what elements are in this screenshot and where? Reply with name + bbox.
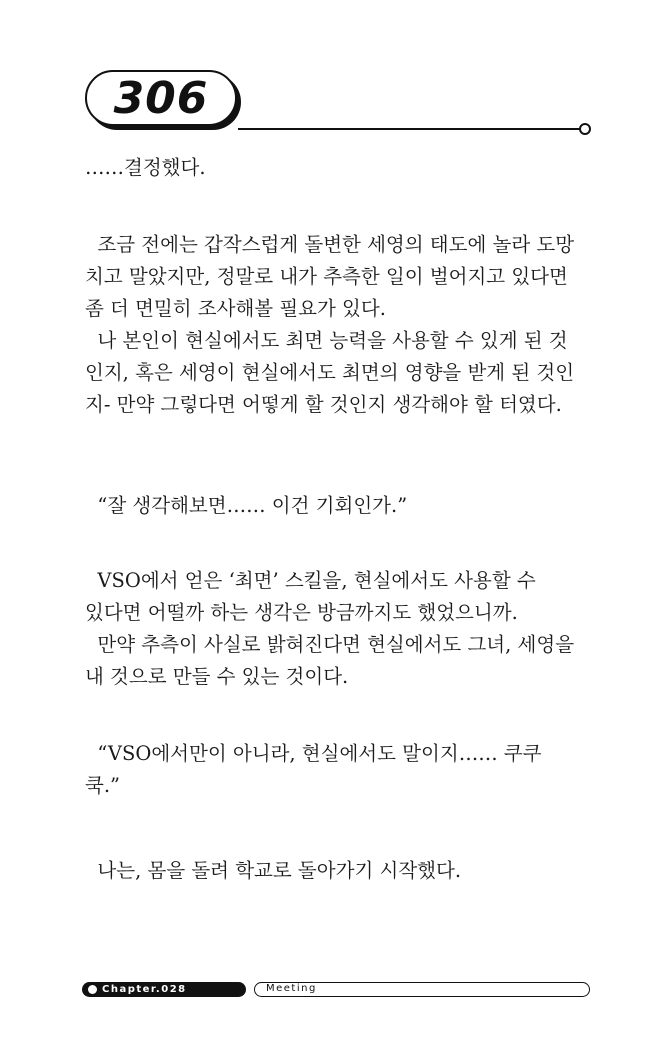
paragraph-investigation: 조금 전에는 갑작스럽게 돌변한 세영의 태도에 놀라 도망 치고 말았지만, 정말로 내가 추측한 일이 벌어지고 있다면 좀 더 면밀히 조사해볼 필요가 있다. 나 본인이 현실에서도 최면 능력을 사용할 수 있게 된 것 인지, 혹은 세영이 현실에서도 최면의 영향을 받게 된 것인 지- 만약 그렇다면 어떻게 할 것인지 생각해야 할 터였다. <box>85 233 575 416</box>
paragraph-reality-quote: “VSO에서만이 아니라, 현실에서도 말이지…… 쿠쿠 쿡.” <box>85 742 542 797</box>
chapter-text: Chapter.028 <box>102 984 187 995</box>
paragraph-return-to-school: 나는, 몸을 돌려 학교로 돌아가기 시작했다. <box>85 859 462 882</box>
chapter-title-label <box>254 982 590 997</box>
page-number-badge <box>85 70 237 126</box>
chapter-dot-icon <box>88 985 97 994</box>
page-number: 306 <box>113 72 209 124</box>
header-rule <box>238 128 582 130</box>
paragraph-hypnosis-skill: VSO에서 얻은 ‘최면’ 스킬을, 현실에서도 사용할 수 있다면 어떨까 하는 생각은 방금까지도 했었으니까. 만약 추측이 사실로 밝혀진다면 현실에서도 그녀, 세영을 내 것으로 만들 수 있는 것이다. <box>85 569 575 688</box>
paragraph-decided: ……결정했다. <box>85 156 206 179</box>
header-rule-end-circle <box>579 123 591 135</box>
paragraph-opportunity-quote: “잘 생각해보면…… 이건 기회인가.” <box>85 494 408 517</box>
chapter-title-text: Meeting <box>266 983 317 994</box>
chapter-label <box>82 982 246 997</box>
